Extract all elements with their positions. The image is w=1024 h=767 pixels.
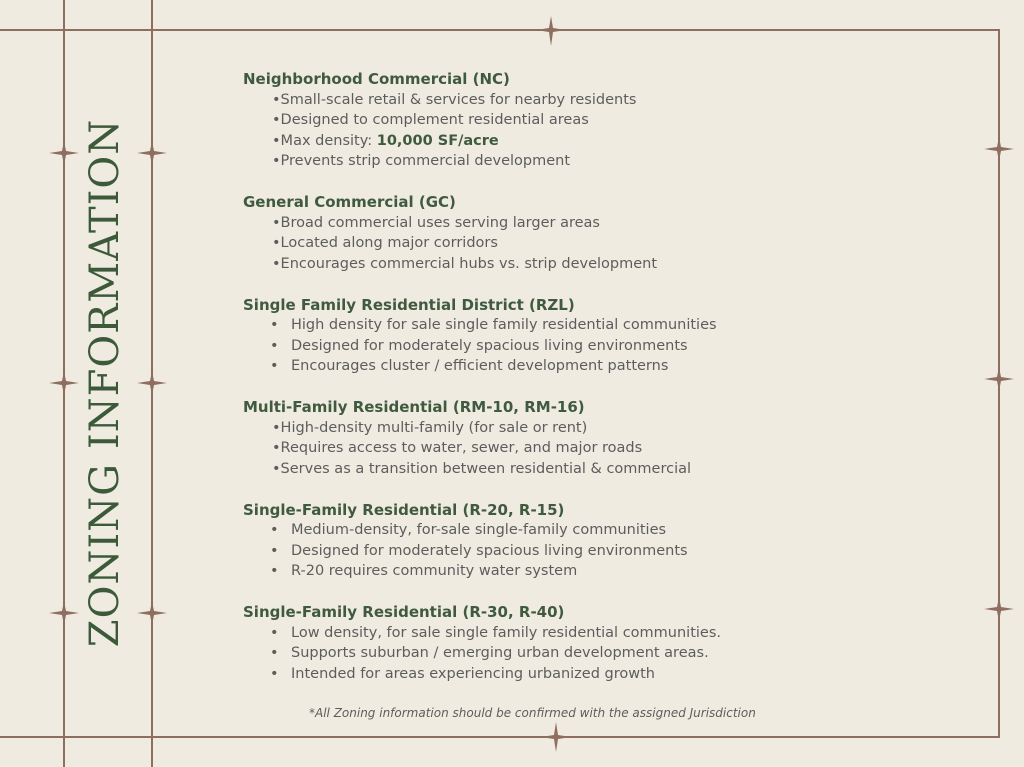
section-heading: Single-Family Residential (R-20, R-15) xyxy=(243,500,565,519)
section-rm xyxy=(243,397,863,479)
bullet-list xyxy=(243,418,863,480)
bullet-list xyxy=(243,315,863,377)
section-heading: Single-Family Residential (R-30, R-40) xyxy=(243,603,565,621)
footnote: *All Zoning information should be confirmed with the assigned Jurisdiction xyxy=(309,706,756,720)
list-item: •Requires access to water, sewer, and major roads xyxy=(272,440,643,456)
list-item: •Broad commercial uses serving larger areas xyxy=(272,214,600,231)
star-ornament-icon xyxy=(137,371,167,395)
list-item: •Serves as a transition between residential & commercial xyxy=(272,460,692,477)
star-ornament-icon xyxy=(137,601,167,625)
list-item: • Low density, for sale single family residential communities. xyxy=(243,623,863,644)
list-item xyxy=(243,131,863,152)
list-item-label: •Max density: xyxy=(272,132,377,149)
section-gc xyxy=(243,192,863,274)
page-title: ZONING INFORMATION xyxy=(82,118,128,648)
list-item: • Designed for moderately spacious living environments xyxy=(243,336,863,357)
star-ornament-icon xyxy=(137,141,167,165)
bullet-list xyxy=(243,90,863,172)
bullet-list xyxy=(243,213,863,275)
list-item: • High density for sale single family residential communities xyxy=(243,315,863,336)
list-item: • Intended for areas experiencing urbanized growth xyxy=(243,664,863,685)
star-ornament-icon xyxy=(984,137,1014,161)
section-heading: Neighborhood Commercial (NC) xyxy=(243,70,510,88)
list-item: • Designed for moderately spacious living environments xyxy=(243,541,863,562)
list-item: •Located along major corridors xyxy=(272,235,498,251)
list-item: • Encourages cluster / efficient development patterns xyxy=(243,356,863,377)
section-heading: Single Family Residential District (RZL) xyxy=(243,295,575,314)
section-heading: General Commercial (GC) xyxy=(243,193,456,211)
list-item: •Prevents strip commercial development xyxy=(272,153,571,169)
bullet-list xyxy=(243,520,863,582)
density-value: 10,000 SF/acre xyxy=(376,132,499,149)
star-ornament-icon xyxy=(984,597,1014,621)
list-item: •High-density multi-family (for sale or rent) xyxy=(272,419,588,436)
list-item: •Designed to complement residential areas xyxy=(272,112,589,128)
bullet-list xyxy=(243,623,863,685)
star-ornament-icon xyxy=(49,601,79,625)
star-ornament-icon xyxy=(49,371,79,395)
section-r20-r15 xyxy=(243,500,863,582)
star-ornament-icon xyxy=(984,367,1014,391)
list-item: •Small-scale retail & services for nearby residents xyxy=(272,91,637,108)
list-item: • R-20 requires community water system xyxy=(243,561,863,582)
star-ornament-icon xyxy=(49,141,79,165)
list-item: •Encourages commercial hubs vs. strip development xyxy=(272,255,658,272)
star-ornament-icon xyxy=(541,722,571,752)
section-r30-r40 xyxy=(243,602,863,684)
section-nc xyxy=(243,69,863,172)
section-rzl xyxy=(243,295,863,377)
zoning-content xyxy=(243,69,863,700)
list-item: • Supports suburban / emerging urban development areas. xyxy=(243,643,863,664)
list-item: • Medium-density, for-sale single-family communities xyxy=(243,520,863,541)
section-heading: Multi-Family Residential (RM-10, RM-16) xyxy=(243,398,585,416)
